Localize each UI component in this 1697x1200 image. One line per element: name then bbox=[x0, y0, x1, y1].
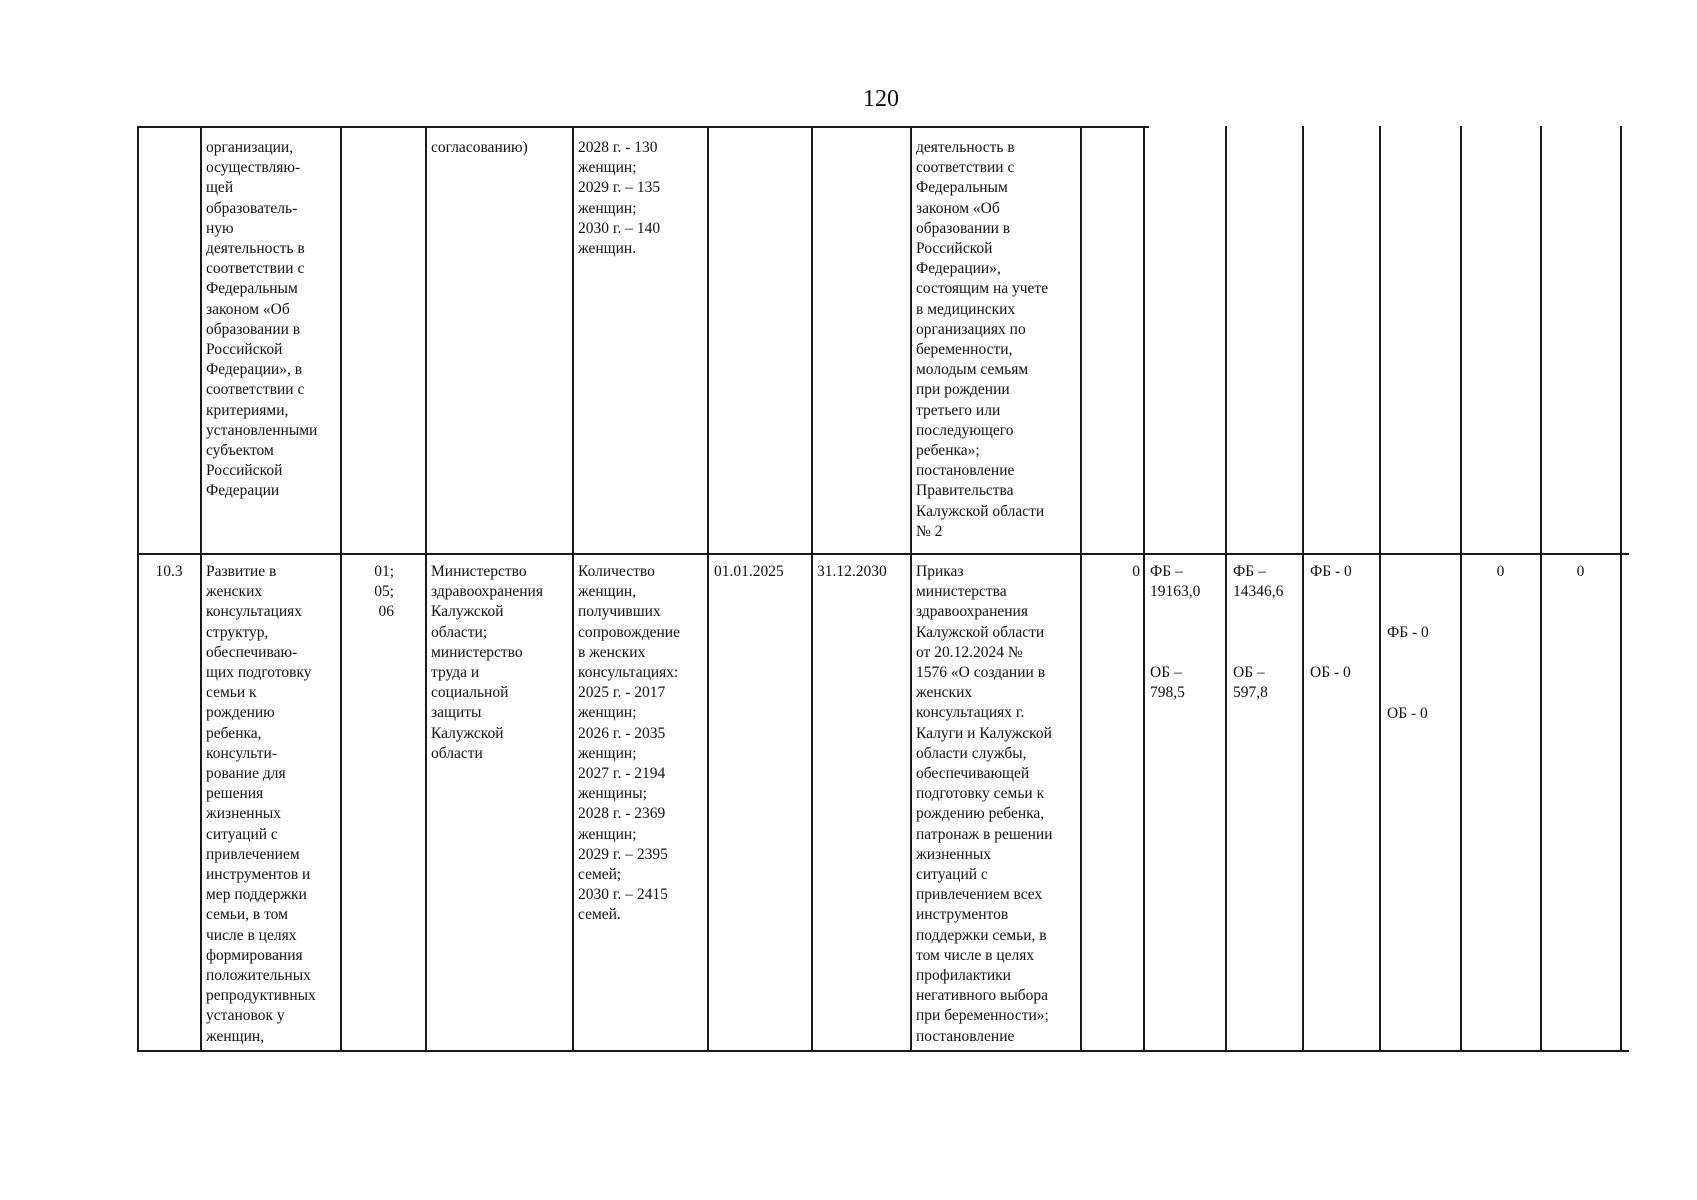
cell-indicator: Количество женщин, получивших сопровождение в женских консультациях: 2025 г. - 2017 женщин; 2026 г. - 2035 женщин; 2027 г. - 2194 женщины; 2028 г. - 2369 женщин; 2029 г. – 2395 семей; 2030 г. – 2415 семей. bbox=[578, 563, 680, 924]
table-bottom-border bbox=[137, 1050, 1629, 1052]
col-border bbox=[137, 126, 139, 1051]
col-border bbox=[1302, 126, 1304, 1051]
col-border bbox=[200, 126, 202, 1051]
col-border bbox=[1080, 126, 1082, 1051]
cell-row-number: 10.3 bbox=[155, 563, 183, 580]
cell-2028-ob: ОБ - 0 bbox=[1387, 705, 1428, 722]
cell-2026-ob: ОБ – 597,8 bbox=[1233, 664, 1268, 702]
cell-2027-fb: ФБ - 0 bbox=[1310, 563, 1352, 580]
col-border bbox=[1460, 126, 1462, 1051]
cell-2026-fb: ФБ – 14346,6 bbox=[1233, 563, 1284, 601]
cell-measure-name: Развитие в женских консультациях структур, обеспечиваю- щих подготовку семьи к рождению ребенка, консульти- рование для решения жизненных ситуаций с привлечением инструментов и мер поддержки семьи, в том числе в целях формирования положительных репродуктивных установок у женщин, bbox=[206, 563, 316, 1045]
col-border bbox=[1540, 126, 1542, 1051]
cell-continued-indicator: 2028 г. - 130 женщин; 2029 г. – 135 женщин; 2030 г. – 140 женщин. bbox=[578, 139, 661, 258]
cell-2025-ob: ОБ – 798,5 bbox=[1150, 664, 1185, 702]
cell-end-date: 31.12.2030 bbox=[817, 563, 887, 580]
cell-codes: 01; 05; 06 bbox=[374, 563, 394, 621]
cell-responsible: Министерство здравоохранения Калужской области; министерство труда и социальной защиты Калужской области bbox=[431, 563, 543, 762]
col-border bbox=[811, 126, 813, 1051]
row-divider bbox=[137, 553, 1629, 555]
cell-2030: 0 bbox=[1576, 563, 1585, 580]
col-border bbox=[1143, 126, 1145, 1051]
cell-start-date: 01.01.2025 bbox=[714, 563, 784, 580]
col-border bbox=[707, 126, 709, 1051]
cell-continued-responsible: согласованию) bbox=[431, 139, 528, 156]
cell-legal-basis: Приказ министерства здравоохранения Калужской области от 20.12.2024 № 1576 «О создании в женских консультациях г. Калуги и Калужской области службы, обеспечивающей подготовку семьи к рождению ребенка, патронаж в решении жизненных ситуаций с привлечением всех инструментов поддержки семьи, в том числе в целях профилактики негативного выбора при беременности»; постановление bbox=[916, 563, 1053, 1045]
page-number: 120 bbox=[863, 86, 899, 112]
col-border bbox=[1379, 126, 1381, 1051]
col-border bbox=[572, 126, 574, 1051]
cell-2028-fb: ФБ - 0 bbox=[1387, 624, 1429, 641]
col-border bbox=[1225, 126, 1227, 1051]
col-border bbox=[425, 126, 427, 1051]
cell-continued-legal-basis: деятельность в соответствии с Федеральным законом «Об образовании в Российской Федерации», состоящим на учете в медицинских организациях по беременности, молодым семьям при рождении третьего или последующего ребенка»; постановление Правительства Калужской области № 2 bbox=[916, 139, 1049, 540]
cell-2027-ob: ОБ - 0 bbox=[1310, 664, 1351, 681]
table-top-border bbox=[137, 126, 1149, 128]
col-border bbox=[910, 126, 912, 1051]
cell-continued-name: организации, осуществляю- щей образователь- ную деятельность в соответствии с Федеральным законом «Об образовании в Российской Федерации», в соответствии с критериями, установленными субъектом Российской Федерации bbox=[206, 139, 318, 500]
col-border bbox=[1620, 126, 1622, 1051]
cell-2029: 0 bbox=[1496, 563, 1505, 580]
cell-fund-total: 0 bbox=[1132, 563, 1140, 580]
cell-2025-fb: ФБ – 19163,0 bbox=[1150, 563, 1201, 601]
